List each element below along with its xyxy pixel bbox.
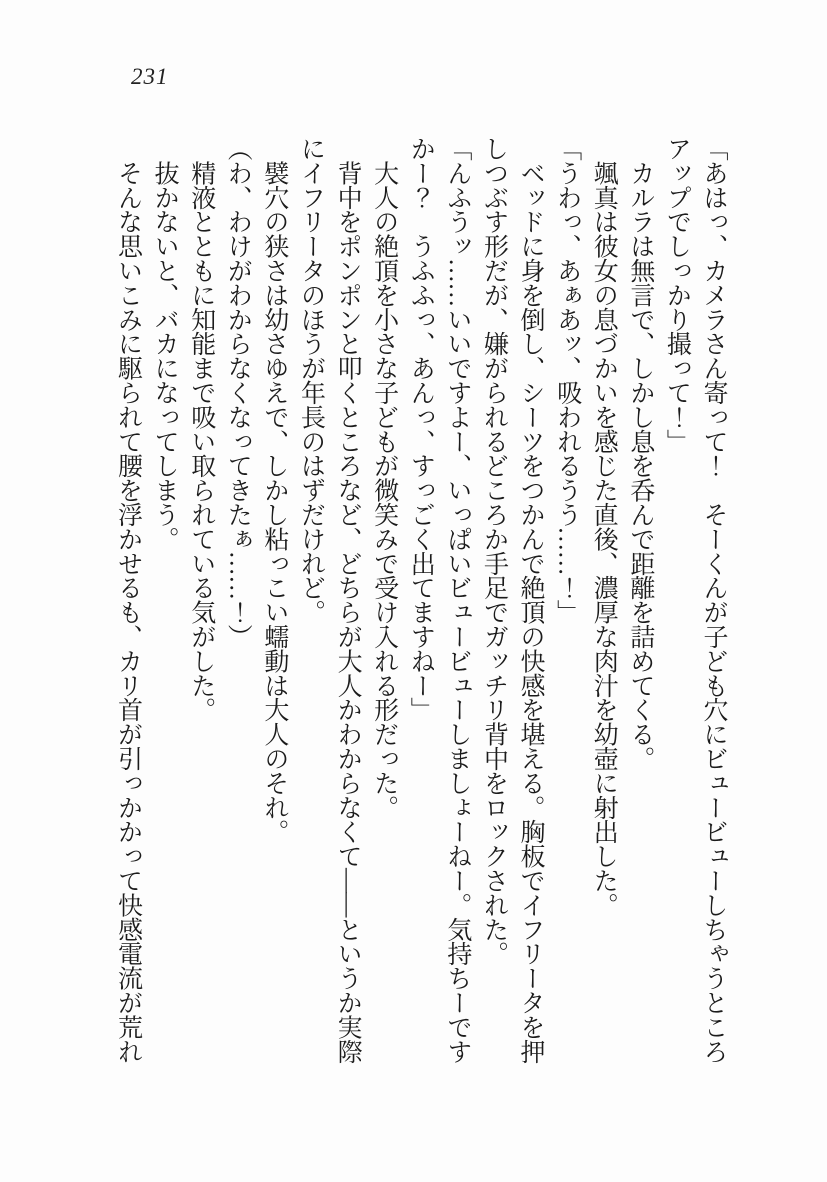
text-line: 襞穴の狭さは幼さゆえで、しかし粘っこい蠕動は大人のそれ。 bbox=[260, 136, 288, 844]
text-line: かー？ うふふっ、あんっ、すっごく出てますねー」 bbox=[407, 136, 435, 722]
text-line: しつぶす形だが、嫌がられるどころか手足でガッチリ背中をロックされた。 bbox=[480, 136, 508, 966]
page-number: 231 bbox=[131, 64, 169, 89]
text-line: にイフリータのほうが年長のはずだけれど。 bbox=[297, 136, 325, 625]
text-line: 精液とともに知能まで吸い取られている気がした。 bbox=[187, 136, 215, 722]
text-line: アップでしっかり撮って！」 bbox=[663, 136, 691, 454]
text-line: カルラは無言で、しかし息を呑んで距離を詰めてくる。 bbox=[626, 136, 654, 771]
text-line: （わ、わけがわからなくなってきたぁ……！） bbox=[224, 136, 252, 649]
text-line: 「あはっ、カメラさん寄って！ そーくんが子ども穴にビュービューしちゃうところ bbox=[700, 136, 727, 1064]
text-line: 颯真は彼女の息づかいを感じた直後、濃厚な肉汁を幼壺に射出した。 bbox=[590, 136, 618, 917]
text-block bbox=[109, 136, 731, 1076]
text-line: ベッドに身を倒し、シーツをつかんで絶頂の快感を堪える。胸板でイフリータを押 bbox=[517, 136, 545, 1064]
text-line: 抜かないと、バカになってしまう。 bbox=[151, 136, 179, 551]
text-line: 大人の絶頂を小さな子どもが微笑みで受け入れる形だった。 bbox=[370, 136, 398, 820]
text-line: そんな思いこみに駆られて腰を浮かせるも、カリ首が引っかかって快感電流が荒れ bbox=[114, 136, 142, 1064]
text-line: 「んふうッ……いいですよー、いっぱいビュービューしましょーねー。気持ちーです bbox=[443, 136, 471, 1064]
text-line: 「うわっ、あぁあッ、吸われるうう……！」 bbox=[553, 136, 581, 625]
text-line: 背中をポンポンと叩くところなど、どちらが大人かわからなくて――というか実際 bbox=[334, 136, 362, 1064]
